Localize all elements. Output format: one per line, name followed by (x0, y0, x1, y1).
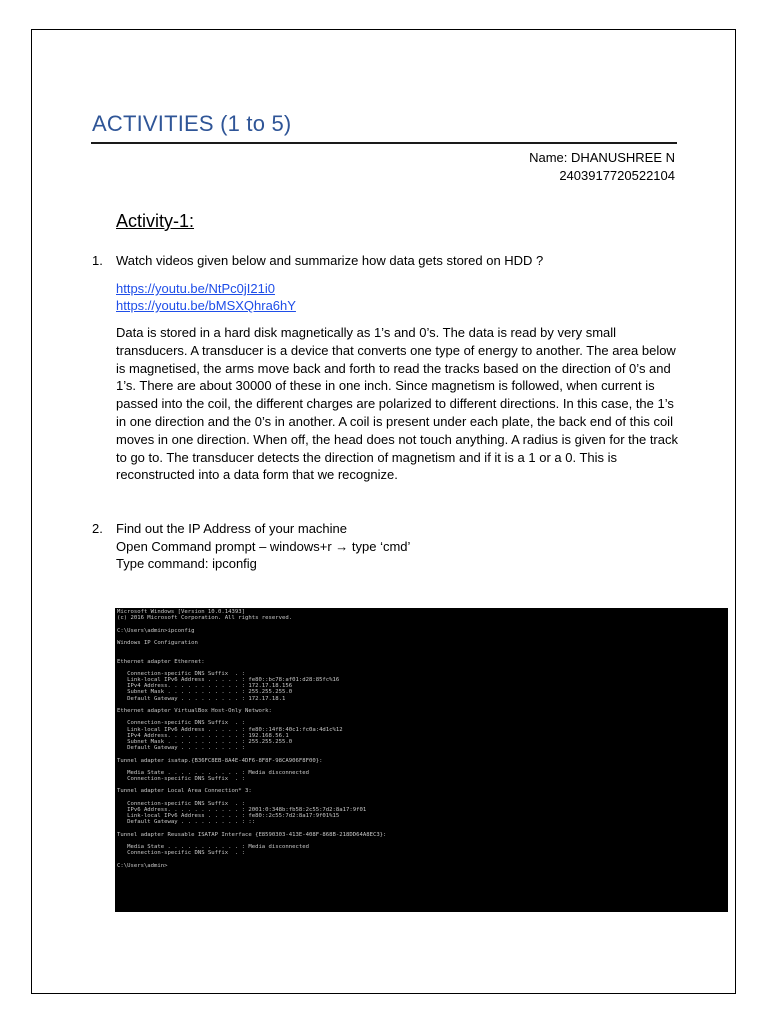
answer-paragraph: Data is stored in a hard disk magnetically as 1’s and 0’s. The data is read by very small transducers. A transducer is a device that converts one type of energy to another. The area below is magnetised, the arms move back and forth to read the tracks based on the direction of 0’s and 1’s. There are about 30000 of these in one inch. Since magnetism is followed, when current is passed into the coil, the different charges are polarized to different directions. In this case, the 1’s in one direction and the 0’s in another. A coil is present under each plate, the back end of this coil moves in one direction. When off, the head does not touch anything. A radius is given for the track to go to. The transducer detects the direction of magnetism and if it is a 1 or a 0. This is reconstructed into a data form that we recognize. (116, 325, 678, 483)
terminal-line: Link-local IPv6 Address . . . . . : fe80::14f8:40c1:fc0a:4d1c%12 (117, 726, 343, 733)
terminal-line: Connection-specific DNS Suffix . : (117, 800, 245, 807)
terminal-line: Ethernet adapter Ethernet: (117, 658, 205, 665)
video-link-1[interactable]: https://youtu.be/NtPc0jI21i0 (116, 281, 275, 296)
terminal-line: Media State . . . . . . . . . . . : Media disconnected (117, 844, 309, 851)
terminal-line: IPv6 Address. . . . . . . . . . . : 2001:0:348b:fb58:2c55:7d2:8a17:9f01 (117, 807, 367, 813)
terminal-line: Subnet Mask . . . . . . . . . . . : 255.255.255.0 (117, 738, 293, 745)
author-id: 2403917720522104 (559, 168, 675, 183)
question-2 (116, 520, 410, 573)
terminal-line: Media State . . . . . . . . . . . : Media disconnected (117, 769, 309, 776)
ipconfig-terminal-screenshot (115, 608, 728, 912)
terminal-line: Connection-specific DNS Suffix . : (117, 850, 245, 857)
terminal-line: Tunnel adapter Reusable ISATAP Interface {E8590303-413E-408F-868B-218DD64A8EC3}: (117, 831, 387, 838)
terminal-line: Default Gateway . . . . . . . . . : 172.17.18.1 (117, 695, 286, 702)
author-block (529, 149, 675, 185)
video-link-2[interactable]: https://youtu.be/bMSXQhra6hY (116, 298, 296, 313)
terminal-line: Connection-specific DNS Suffix . : (117, 776, 245, 783)
page-title: ACTIVITIES (1 to 5) (92, 111, 292, 136)
activity-heading: Activity-1: (116, 211, 195, 231)
terminal-line: Microsoft Windows [Version 10.0.14393] (117, 609, 245, 615)
terminal-line: Link-local IPv6 Address . . . . . : fe80::2c55:7d2:8a17:9f01%15 (117, 813, 340, 820)
terminal-line: IPv4 Address. . . . . . . . . . . : 172.17.18.156 (117, 683, 293, 690)
terminal-line: C:\Users\admin> (117, 862, 168, 869)
terminal-line: C:\Users\admin>ipconfig (117, 627, 195, 634)
terminal-line: Windows IP Configuration (117, 639, 198, 646)
terminal-line: Ethernet adapter VirtualBox Host-Only Network: (117, 708, 272, 714)
question-1 (92, 252, 543, 270)
terminal-line: IPv4 Address. . . . . . . . . . . : 192.168.56.1 (117, 732, 289, 739)
terminal-line: Tunnel adapter Local Area Connection* 3: (117, 788, 252, 795)
question-1-text: Watch videos given below and summarize how data gets stored on HDD ? (116, 253, 544, 268)
terminal-line: Link-local IPv6 Address . . . . . : fe80::bc78:af01:d28:85fc%16 (117, 677, 340, 684)
terminal-line: Subnet Mask . . . . . . . . . . . : 255.255.255.0 (117, 689, 293, 696)
terminal-line: (c) 2016 Microsoft Corporation. All rights reserved. (117, 615, 293, 622)
terminal-line: Default Gateway . . . . . . . . . : :: (117, 819, 256, 826)
question-1-number: 1. (92, 253, 103, 268)
title-divider (91, 142, 677, 144)
terminal-line: Connection-specific DNS Suffix . : (117, 720, 245, 727)
question-2-line-1: Find out the IP Address of your machine (116, 521, 348, 536)
question-2-number: 2. (92, 521, 103, 536)
terminal-line: Connection-specific DNS Suffix . : (117, 670, 245, 677)
terminal-line: Tunnel adapter isatap.{B36FC8EB-8A4E-4DF6-8F8F-98CA906F8F00}: (117, 757, 323, 764)
question-2-line-3: Type command: ipconfig (116, 556, 257, 572)
author-name: Name: DHANUSHREE N (529, 150, 675, 165)
question-2-line-2: Open Command prompt – windows+r → type ‘cmd’ (116, 538, 411, 554)
terminal-line: Default Gateway . . . . . . . . . : (117, 745, 245, 752)
